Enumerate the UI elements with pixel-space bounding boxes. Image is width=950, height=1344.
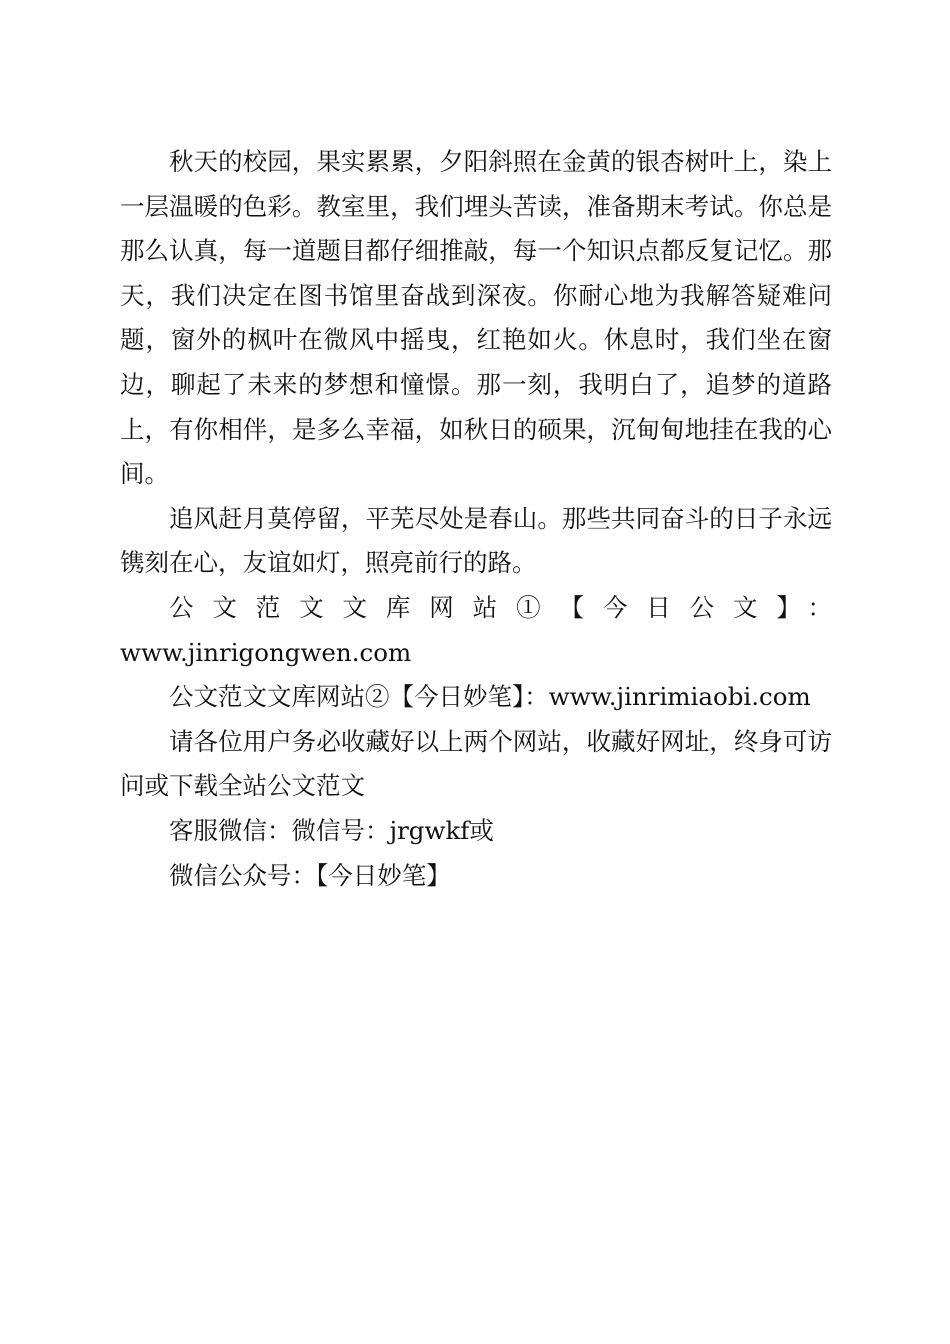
body-paragraph-2: 追风赶月莫停留，平芜尽处是春山。那些共同奋斗的日子永远镌刻在心，友谊如灯，照亮前行的路。	[120, 503, 832, 578]
site-1-label: 公文范文文库网站①【今日公文】：	[169, 592, 832, 622]
site-1-url: www.jinrigongwen.com	[120, 637, 412, 667]
site-2-line: 公文范文文库网站②【今日妙笔】：www.jinrimiaobi.com	[169, 682, 811, 712]
service-wechat-line: 客服微信：微信号：jrgwkf或	[169, 815, 494, 845]
notice-paragraph: 请各位用户务必收藏好以上两个网站，收藏好网址，终身可访问或下载全站公文范文	[120, 726, 832, 801]
document-page	[120, 140, 832, 898]
body-paragraph-1: 秋天的校园，果实累累，夕阳斜照在金黄的银杏树叶上，染上一层温暖的色彩。教室里，我们埋头苦读，准备期末考试。你总是那么认真，每一道题目都仔细推敲，每一个知识点都反复记忆。那天，我们决定在图书馆里奋战到深夜。你耐心地为我解答疑难问题，窗外的枫叶在微风中摇曳，红艳如火。休息时，我们坐在窗边，聊起了未来的梦想和憧憬。那一刻，我明白了，追梦的道路上，有你相伴，是多么幸福，如秋日的硕果，沉甸甸地挂在我的心间。	[120, 147, 832, 489]
official-account-line: 微信公众号：【今日妙笔】	[169, 860, 451, 890]
site-1-paragraph	[120, 586, 832, 675]
